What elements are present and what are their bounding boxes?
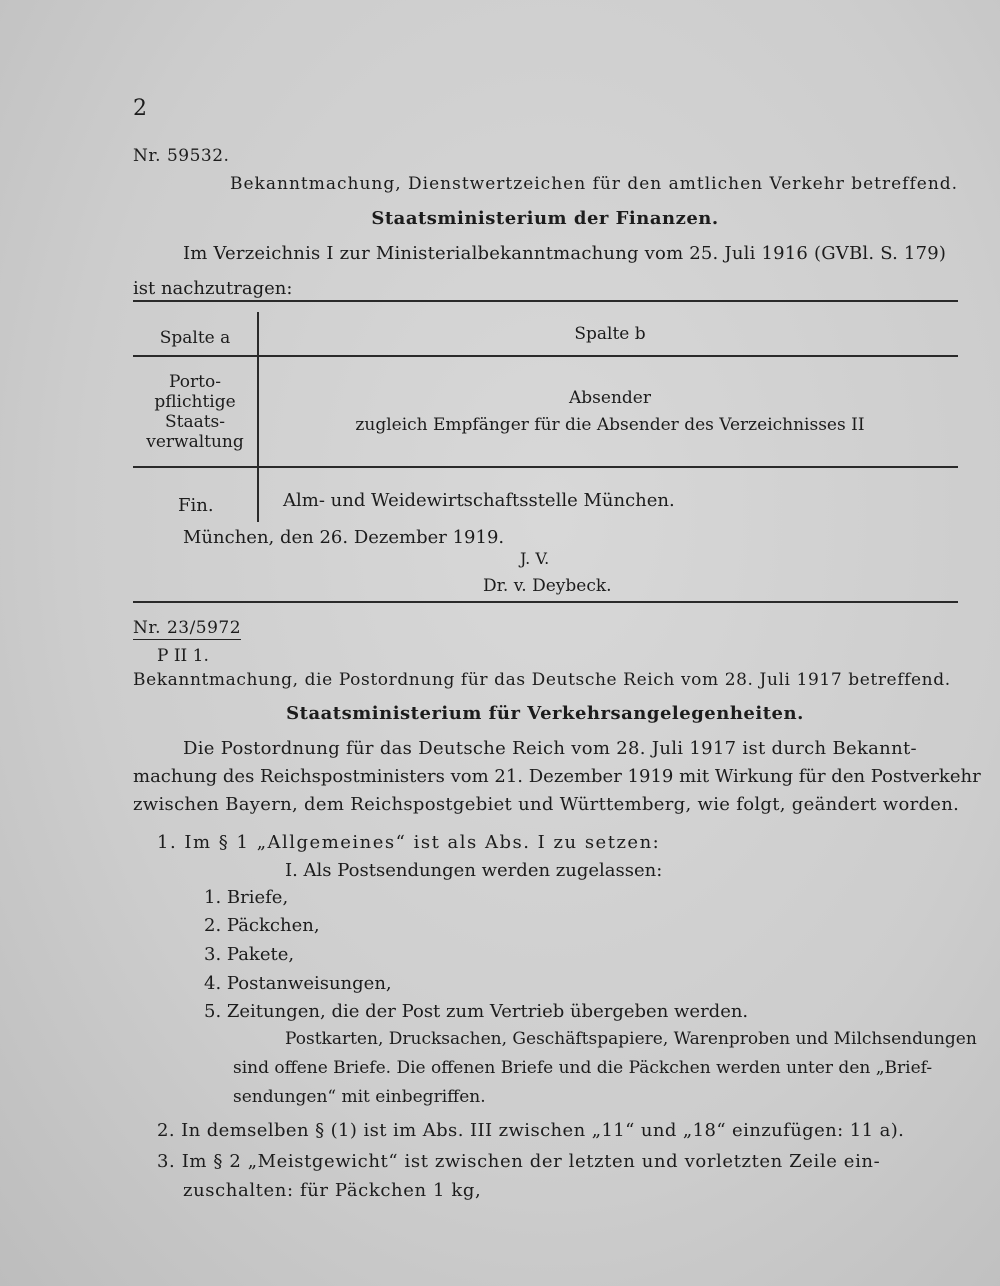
section2-number: Nr. 23/5972 bbox=[133, 618, 242, 638]
item-3-line1: 3. Im § 2 „Meistgewicht“ ist zwischen der letzten und vorletzten Zeile ein- bbox=[157, 1151, 881, 1172]
paragraph-line: zwischen Bayern, dem Reichspostgebiet und Württemberg, wie folgt, geändert worden. bbox=[133, 794, 960, 815]
item-1: 1. Im § 1 „Allgemeines“ ist als Abs. I zu setzen: bbox=[157, 832, 661, 853]
table-row-col-b: Alm- und Weidewirtschaftsstelle München. bbox=[283, 490, 675, 511]
section1-date: München, den 26. Dezember 1919. bbox=[183, 527, 505, 548]
table-header-col-a: Spalte a bbox=[159, 328, 231, 348]
table-column-divider bbox=[257, 312, 259, 522]
section1-title: Bekanntmachung, Dienstwertzeichen für den amtlichen Verkehr betreffend. bbox=[230, 174, 959, 194]
col-b-label-line: Absender bbox=[569, 388, 651, 408]
item-3-line2: zuschalten: für Päckchen 1 kg, bbox=[183, 1180, 482, 1201]
section2-reference: P II 1. bbox=[157, 646, 209, 666]
item-2: 2. In demselben § (1) ist im Abs. III zwischen „11“ und „18“ einzufügen: 11 a). bbox=[157, 1120, 905, 1141]
page-number: 2 bbox=[133, 96, 147, 121]
list-item: 3. Pakete, bbox=[204, 944, 295, 965]
list-item: 2. Päckchen, bbox=[204, 915, 320, 936]
list-item: 1. Briefe, bbox=[204, 887, 289, 908]
table-col-a-label bbox=[133, 372, 257, 452]
section1-ministry: Staatsministerium der Finanzen. bbox=[371, 208, 719, 229]
table-col-b-label bbox=[260, 385, 960, 439]
section1-signature-iv: J. V. bbox=[520, 549, 550, 568]
section1-number: Nr. 59532. bbox=[133, 146, 230, 166]
table-row-col-a: Fin. bbox=[178, 495, 214, 516]
note-line: Postkarten, Drucksachen, Geschäftspapiere, Warenproben und Milchsendungen bbox=[285, 1029, 977, 1049]
col-a-label-line: Porto- bbox=[169, 372, 221, 392]
col-a-label-line: verwaltung bbox=[146, 432, 244, 452]
table-header-col-b: Spalte b bbox=[574, 324, 646, 344]
paragraph-line: machung des Reichspostministers vom 21. Dezember 1919 mit Wirkung für den Postverkehr bbox=[133, 766, 981, 787]
section-divider bbox=[133, 601, 958, 603]
section2-ministry: Staatsministerium für Verkehrsangelegenheiten. bbox=[286, 703, 804, 724]
section1-intro-line2: ist nachzutragen: bbox=[133, 278, 293, 299]
note-line: sind offene Briefe. Die offenen Briefe und die Päckchen werden unter den „Brief- bbox=[233, 1058, 933, 1078]
section2-title: Bekanntmachung, die Postordnung für das Deutsche Reich vom 28. Juli 1917 betreffend. bbox=[133, 670, 951, 690]
col-b-label-line: zugleich Empfänger für die Absender des Verzeichnisses II bbox=[355, 415, 865, 435]
list-item: 5. Zeitungen, die der Post zum Vertrieb übergeben werden. bbox=[204, 1001, 749, 1022]
section1-intro-line1: Im Verzeichnis I zur Ministerialbekanntmachung vom 25. Juli 1916 (GVBl. S. 179) bbox=[183, 243, 947, 264]
item-1-subheading: I. Als Postsendungen werden zugelassen: bbox=[285, 860, 663, 881]
table-top-rule bbox=[133, 300, 958, 302]
section1-signature: Dr. v. Deybeck. bbox=[483, 576, 612, 596]
col-a-label-line: pflichtige bbox=[154, 392, 236, 412]
col-a-label-line: Staats- bbox=[164, 412, 226, 432]
note-line: sendungen“ mit einbegriffen. bbox=[233, 1087, 486, 1107]
paragraph-line: Die Postordnung für das Deutsche Reich vom 28. Juli 1917 ist durch Bekannt- bbox=[183, 738, 917, 759]
list-item: 4. Postanweisungen, bbox=[204, 973, 392, 994]
